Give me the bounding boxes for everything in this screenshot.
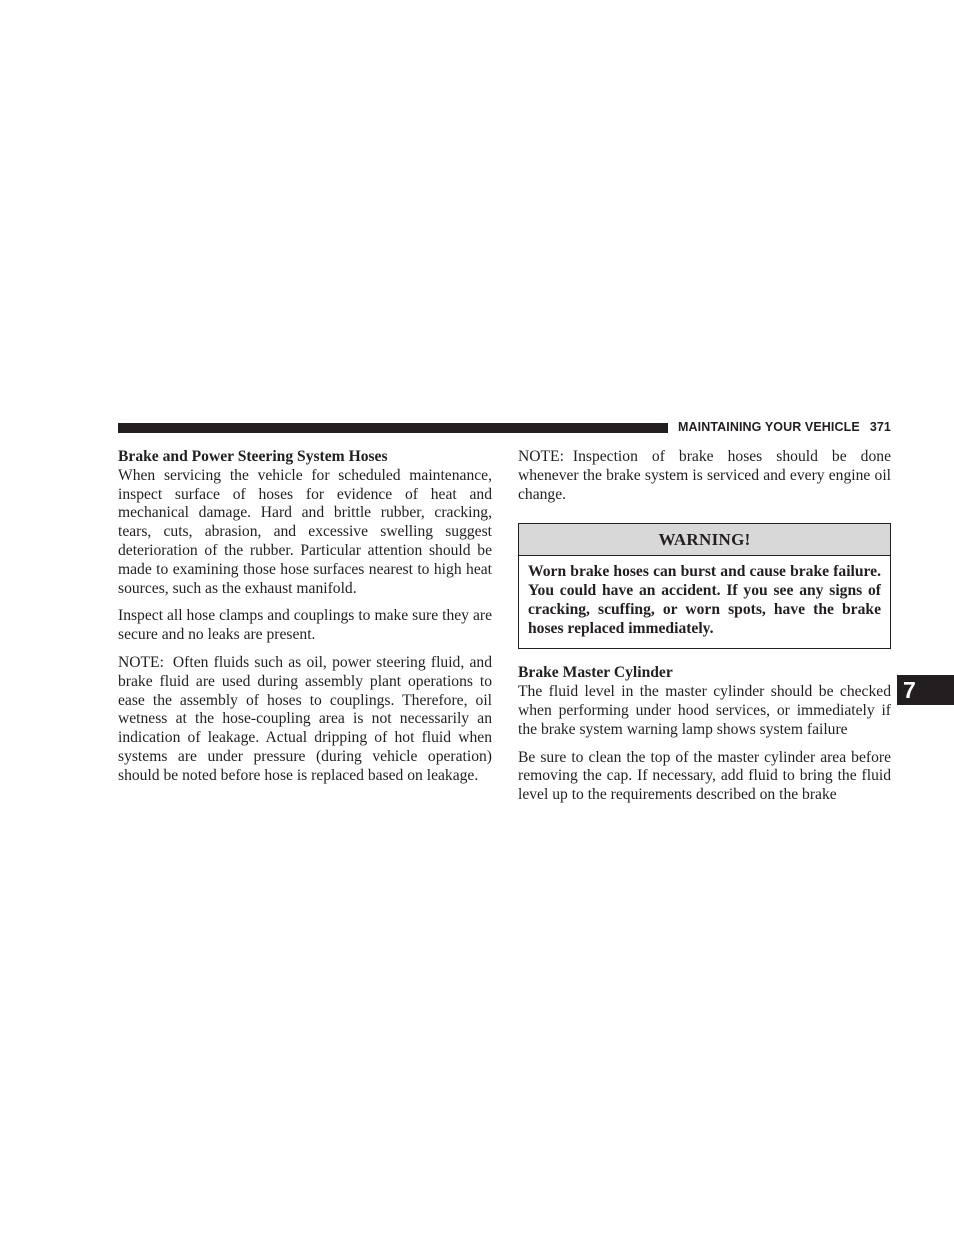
- hoses-note: [118, 654, 492, 786]
- note-label: NOTE:: [118, 653, 164, 671]
- hoses-heading: Brake and Power Steering System Hoses: [118, 448, 388, 465]
- master-cylinder-paragraph-1: The fluid level in the master cylinder should be checked when performing under hood services, or immediately if the brake system warning lamp shows system failure: [518, 683, 891, 738]
- master-cylinder-paragraph-2: Be sure to clean the top of the master cylinder area before removing the cap. If necessary, add fluid to bring the fluid level up to the requirements described on the brake: [518, 748, 891, 804]
- header-rule: [118, 423, 668, 433]
- master-cylinder-heading: Brake Master Cylinder: [518, 664, 673, 682]
- hoses-paragraph-2: Inspect all hose clamps and couplings to make sure they are secure and no leaks are present.: [118, 607, 492, 644]
- note-text: Inspection of brake hoses should be done whenever the brake system is serviced and every engine oil change.: [518, 448, 891, 503]
- inspection-note: [518, 448, 891, 504]
- left-column: [118, 448, 492, 795]
- page-number: 371: [869, 420, 891, 434]
- warning-text: Worn brake hoses can burst and cause brake failure. You could have an accident. If you see any signs of cracking, scuffing, or worn spots, have the brake hoses replaced immediately.: [528, 563, 881, 638]
- note-label: NOTE:: [518, 448, 564, 465]
- hoses-paragraph-1: When servicing the vehicle for scheduled maintenance, inspect surface of hoses for evidence of heat and mechanical damage. Hard and brittle rubber, cracking, tears, cuts, abrasion, and excessive swelling suggest deterioration of the rubber. Particular attention should be made to examining those hose surfaces nearest to high heat sources, such as the exhaust manifold.: [118, 466, 492, 597]
- right-column: [518, 448, 891, 814]
- warning-box: [518, 523, 891, 649]
- note-text: Often fluids such as oil, power steering fluid, and brake fluid are used during assembly plant operations to ease the assembly of hoses to couplings. Therefore, oil wetness at the hose-coupling area is not necessarily an indication of leakage. Actual dripping of hot fluid when systems are under pressure (during vehicle operation) should be noted before hose is replaced based on leakage.: [118, 653, 492, 784]
- warning-title: WARNING!: [519, 524, 890, 556]
- running-header: [678, 420, 891, 434]
- section-title: MAINTAINING YOUR VEHICLE: [678, 420, 860, 434]
- chapter-tab: 7: [897, 675, 954, 705]
